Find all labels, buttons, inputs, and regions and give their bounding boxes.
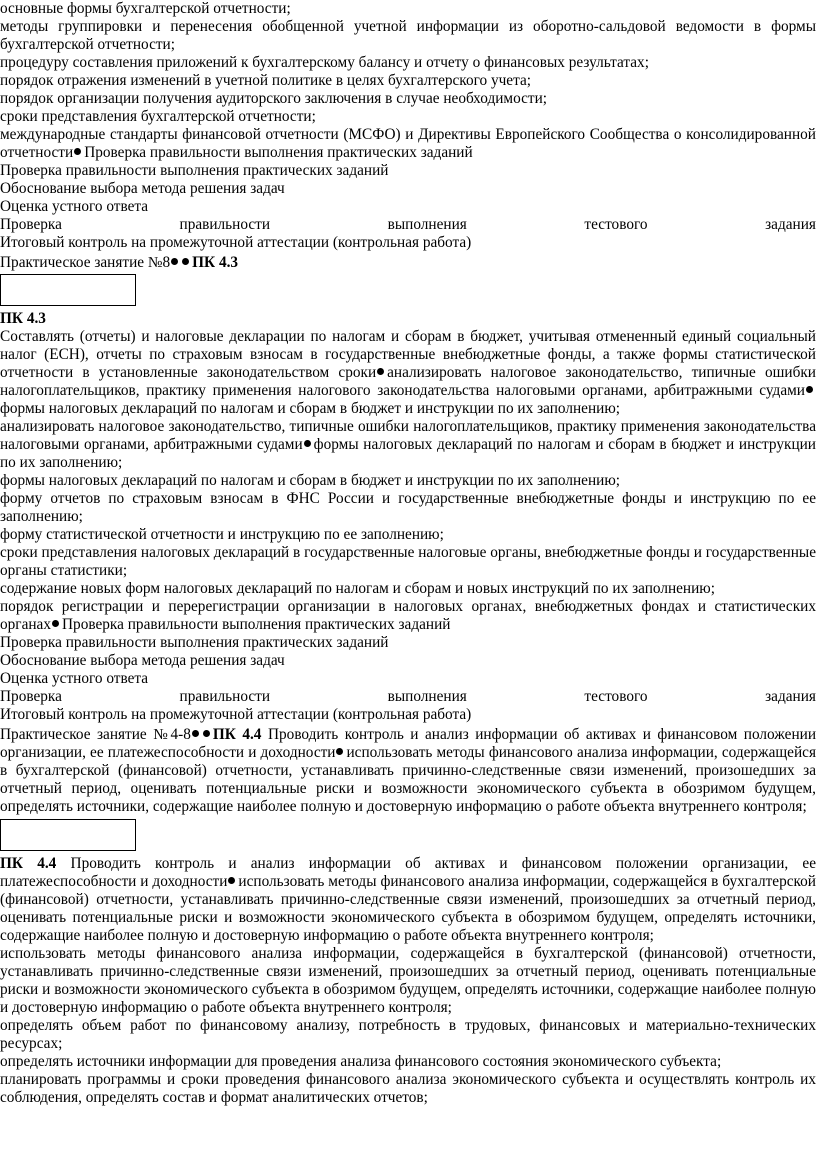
text-paragraph (0, 418, 816, 472)
text-line: методы группировки и перенесения обобщенной учетной информации из оборотно-сальдовой ведомости в формы бухгалтерской отчетности; (0, 18, 816, 53)
word: правильности (179, 216, 271, 233)
msfo-tail: Проверка правильности выполнения практических заданий (84, 144, 473, 161)
msfo-text: международные стандарты финансовой отчетности (МСФО) и Директивы Европейского Сообщества о консолидированной отчетности (0, 126, 816, 161)
word: тестового (584, 688, 648, 705)
text-paragraph (0, 126, 816, 162)
word: задания (765, 216, 816, 233)
methods-text: использовать методы финансового анализа информации, содержащейся в бухгалтерской (финансовой) отчетности, устанавливать причинно-следственные связи изменений, произошедших за отчетный период, оценивать потенциальные риски и возможности экономического субъекта в обозримом будущем, определять источники, содержащие наиболее полную и достоверную информацию о работе объекта внутреннего контроля; (0, 744, 816, 815)
bullet-icon (336, 748, 343, 755)
empty-box (0, 819, 136, 851)
method-choice: Обоснование выбора метода решения задач (0, 652, 285, 669)
text-line: планировать программы и сроки проведения финансового анализа экономического субъекта и осуществлять контроль их соблюдения, определять состав и формат аналитических отчетов; (0, 1071, 816, 1106)
pk-label: ПК 4.3 (192, 254, 239, 271)
text-line: определять источники информации для проведения анализа финансового состояния экономического субъекта; (0, 1053, 722, 1070)
text-line: порядок отражения изменений в учетной политике в целях бухгалтерского учета; (0, 72, 532, 89)
pk-label: ПК 4.4 (212, 726, 262, 743)
text-line: использовать методы финансового анализа информации, содержащейся в бухгалтерской (финансовой) отчетности, устанавливать причинно-следственные связи изменений, произошедших за отчетный период, оценивать потенциальные риски и возможности экономического субъекта в обозримом будущем, определять источники, содержащие наиболее полную и достоверную информацию о работе объекта внутреннего контроля; (0, 945, 816, 1016)
text-paragraph (0, 855, 816, 945)
bullet-icon (171, 258, 178, 265)
registration-text: порядок регистрации и перерегистрации организации в налоговых органах, внебюджетных фондах и статистических органах (0, 598, 816, 633)
text-line: содержание новых форм налоговых деклараций по налогам и сборам и новых инструкций по их заполнению; (0, 580, 715, 597)
bullet-icon (806, 386, 813, 393)
word: выполнения (387, 216, 467, 233)
text-line: определять объем работ по финансовому анализу, потребность в трудовых, финансовых и материально-технических ресурсах; (0, 1017, 816, 1052)
oral-answer: Оценка устного ответа (0, 198, 149, 215)
word: Проверка (0, 216, 62, 233)
word: выполнения (387, 688, 467, 705)
bullet-icon (74, 148, 81, 155)
pk-text: Проводить контроль и анализ информации об активах и финансовом положении организации, ее платежеспособности и доходности (0, 855, 816, 890)
bullet-icon (377, 368, 384, 375)
bullet-icon (228, 877, 235, 884)
check-practical: Проверка правильности выполнения практических заданий (0, 634, 389, 651)
text-line: порядок организации получения аудиторского заключения в случае необходимости; (0, 90, 548, 107)
word: Проверка (0, 688, 62, 705)
pk-title: ПК 4.3 (0, 310, 46, 327)
test-check-line (0, 688, 816, 706)
word: задания (765, 688, 816, 705)
check-practical: Проверка правильности выполнения практических заданий (0, 162, 389, 179)
text-line: формы налоговых деклараций по налогам и сборам в бюджет и инструкции по их заполнению; (0, 472, 621, 489)
bullet-icon (182, 258, 189, 265)
bullet-icon (203, 730, 210, 737)
practice-paragraph (0, 726, 816, 816)
text-line: сроки представления налоговых деклараций в государственные налоговые органы, внебюджетные фонды и государственные органы статистики; (0, 544, 816, 579)
registration-tail: Проверка правильности выполнения практических заданий (62, 616, 451, 633)
intro-a: Составлять (отчеты) и налоговые декларации по налогам и сборам в бюджет, учитывая отмененный единый социальный налог (ЕСН), отчеты по страховым взносам в государственные внебюджетные фонды, а также формы статистической отчетности в установленные законодательством сроки (0, 328, 816, 381)
text-line: основные формы бухгалтерской отчетности; (0, 0, 291, 17)
empty-box (0, 274, 136, 306)
analyze-b: формы налоговых деклараций по налогам и сборам в бюджет и инструкции по их заполнению; (0, 436, 816, 471)
text-line: форму отчетов по страховым взносам в ФНС России и государственные внебюджетные фонды и инструкцию по ее заполнению; (0, 490, 816, 525)
practice-line (0, 254, 816, 272)
text-line: процедуру составления приложений к бухгалтерскому балансу и отчету о финансовых результатах; (0, 54, 649, 71)
method-choice: Обоснование выбора метода решения задач (0, 180, 285, 197)
pk-text: Проводить контроль и анализ информации об активах и финансовом положении организации, ее платежеспособности и доходности (0, 726, 816, 761)
bullet-icon (304, 440, 311, 447)
analyze-a: анализировать налоговое законодательство, типичные ошибки налогоплательщиков, практику применения законодательства налоговыми органами, арбитражными судами (0, 418, 816, 453)
practice-label: Практическое занятие №4-8 (0, 726, 191, 743)
intro-b: анализировать налоговое законодательство, типичные ошибки налогоплательщиков, практику применения налогового законодательства налоговыми органами, арбитражными судами (0, 364, 816, 399)
practice-label: Практическое занятие №8 (0, 254, 171, 271)
methods-text: использовать методы финансового анализа информации, содержащейся в бухгалтерской (финансовой) отчетности, устанавливать причинно-следственные связи изменений, произошедших за отчетный период, оценивать потенциальные риски и возможности экономического субъекта в обозримом будущем, определять источники, содержащие наиболее полную и достоверную информацию о работе объекта внутреннего контроля; (0, 873, 816, 944)
bullet-icon (192, 730, 199, 737)
pk-title: ПК 4.4 (0, 855, 57, 872)
word: правильности (179, 688, 271, 705)
final-control: Итоговый контроль на промежуточной аттестации (контрольная работа) (0, 706, 472, 723)
text-line: сроки представления бухгалтерской отчетности; (0, 108, 316, 125)
oral-answer: Оценка устного ответа (0, 670, 149, 687)
bullet-icon (52, 620, 59, 627)
text-paragraph (0, 598, 816, 634)
test-check-line (0, 216, 816, 234)
text-paragraph (0, 328, 816, 418)
word: тестового (584, 216, 648, 233)
text-line: форму статистической отчетности и инструкцию по ее заполнению; (0, 526, 444, 543)
intro-c: формы налоговых деклараций по налогам и сборам в бюджет и инструкции по их заполнению; (0, 400, 621, 417)
final-control: Итоговый контроль на промежуточной аттестации (контрольная работа) (0, 234, 472, 251)
